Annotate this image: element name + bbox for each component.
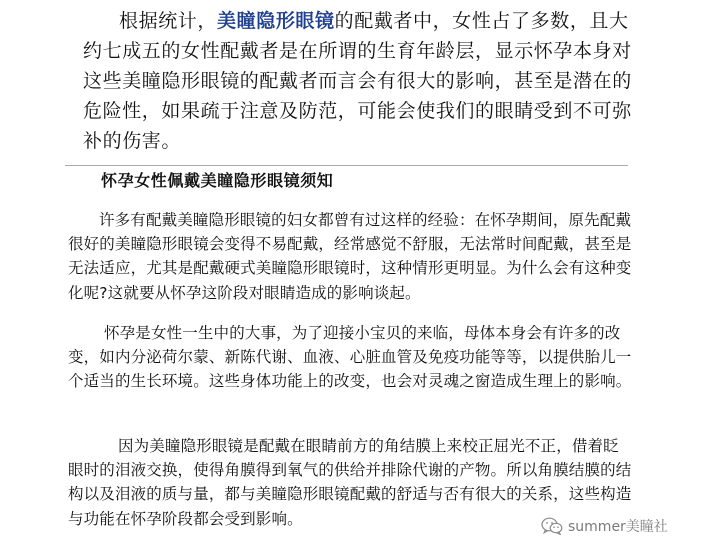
watermark (541, 515, 668, 537)
body-paragraph-2: 怀孕是女性一生中的大事，为了迎接小宝贝的来临，母体本身会有许多的改变，如内分泌荷尔蒙、新陈代谢、血液、心脏血管及免疫功能等等，以提供胎儿一个适当的生长环境。这些身体功能上的改变，也会对灵魂之窗造成生理上的影响。 (68, 324, 632, 391)
keyword-link[interactable]: 美瞳隐形眼镜 (217, 10, 335, 32)
intro-paragraph (83, 6, 635, 156)
section-divider (65, 165, 628, 166)
watermark-text: summer美瞳社 (568, 519, 668, 535)
intro-suffix: 的配戴者中，女性占了多数，且大约七成五的女性配戴者是在所谓的生育年龄层，显示怀孕本身对这些美瞳隐形眼镜的配戴者而言会有很大的影响，甚至是潜在的危险性，如果疏于注意及防范，可能会使我们的眼睛受到不可弥补的伤害。 (83, 10, 632, 152)
body-paragraph-1: 许多有配戴美瞳隐形眼镜的妇女都曾有过这样的经验：在怀孕期间，原先配戴很好的美瞳隐形眼镜会变得不易配戴，经常感觉不舒服，无法常时间配戴，甚至是无法适应，尤其是配戴硬式美瞳隐形眼镜时，这种情形更明显。为什么会有这种变化呢?这就要从怀孕这阶段对眼睛造成的影响谈起。 (68, 211, 632, 302)
body-paragraph-3: 因为美瞳隐形眼镜是配戴在眼睛前方的角结膜上来校正屈光不正，借着眨眼时的泪液交换，使得角膜得到氧气的供给并排除代谢的产物。所以角膜结膜的结构以及泪液的质与量，都与美瞳隐形眼镜配戴的舒适与否有很大的关系，这些构造与功能在怀孕阶段都会受到影响。 (68, 437, 632, 528)
intro-prefix: 根据统计， (119, 10, 218, 32)
section-heading: 怀孕女性佩戴美瞳隐形眼镜须知 (101, 171, 334, 190)
wechat-icon (541, 517, 563, 535)
